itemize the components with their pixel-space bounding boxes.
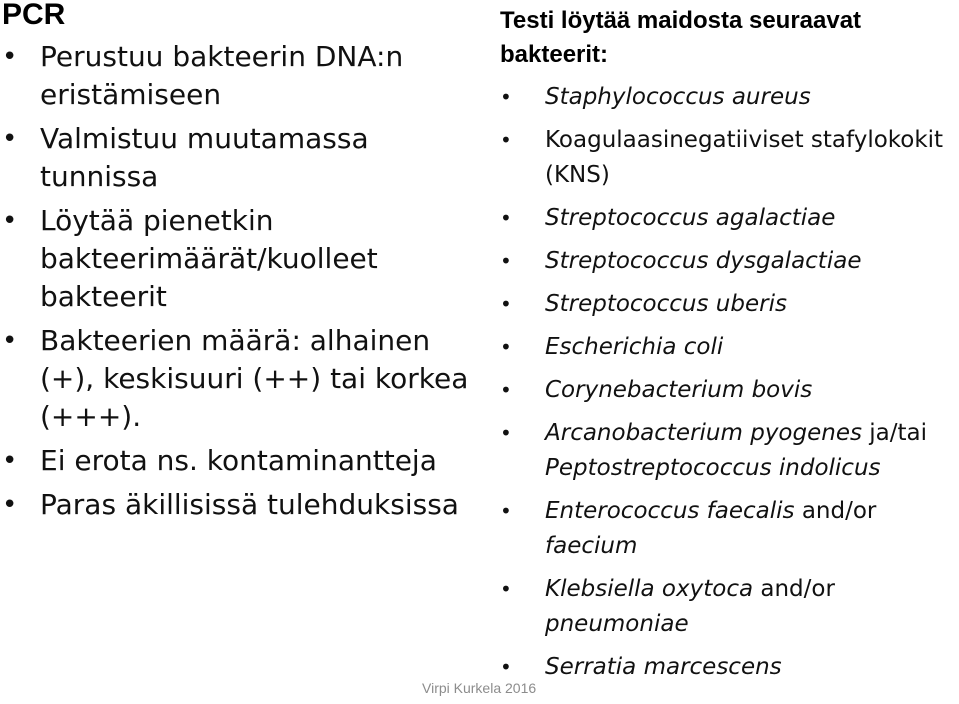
bacteria-item: [500, 244, 959, 279]
bacteria-item: [500, 572, 959, 642]
left-bullet: [0, 38, 480, 114]
bacteria-name-alt: faecium: [545, 533, 638, 559]
bacteria-name: Enterococcus faecalis: [545, 498, 795, 524]
bullet-dot-icon: •: [500, 206, 512, 230]
bacteria-list: [500, 80, 959, 693]
footer-author: Virpi Kurkela 2016: [422, 680, 537, 696]
bacteria-item: [500, 373, 959, 408]
bullet-dot-icon: •: [2, 206, 18, 236]
bullet-dot-icon: •: [500, 335, 512, 359]
bacteria-name: Streptococcus agalactiae: [545, 205, 836, 231]
bullet-dot-icon: •: [500, 655, 512, 679]
bullet-dot-icon: •: [500, 249, 512, 273]
slide-title: PCR: [2, 0, 66, 31]
bacteria-connector: ja/tai: [861, 420, 928, 446]
bacteria-name: Corynebacterium bovis: [545, 377, 813, 403]
bacteria-item: [500, 201, 959, 236]
bullet-dot-icon: •: [500, 128, 512, 152]
bacteria-name: Escherichia coli: [545, 334, 724, 360]
left-bullet-text: Ei erota ns. kontaminantteja: [40, 444, 437, 477]
bacteria-item: [500, 650, 959, 685]
left-bullet-text: Valmistuu muutamassa tunnissa: [40, 122, 369, 193]
left-bullet-list: [0, 38, 480, 530]
bacteria-name: Streptococcus dysgalactiae: [545, 248, 862, 274]
bullet-dot-icon: •: [500, 292, 512, 316]
bacteria-item: [500, 287, 959, 322]
bullet-dot-icon: •: [500, 85, 512, 109]
left-bullet-text: Bakteerien määrä: alhainen (+), keskisuuri (++) tai korkea (+++).: [40, 324, 469, 433]
bacteria-name: Arcanobacterium pyogenes: [545, 420, 862, 446]
left-bullet: [0, 442, 480, 480]
bacteria-name: Streptococcus uberis: [545, 291, 787, 317]
bacteria-item: [500, 416, 959, 486]
left-bullet-text: Perustuu bakteerin DNA:n eristämiseen: [40, 40, 404, 111]
left-bullet: [0, 486, 480, 524]
bacteria-connector: and/or: [753, 576, 835, 602]
bacteria-name: Staphylococcus aureus: [545, 84, 811, 110]
bacteria-item: [500, 330, 959, 365]
bullet-dot-icon: •: [2, 124, 18, 154]
bullet-dot-icon: •: [500, 577, 512, 601]
bullet-dot-icon: •: [2, 490, 18, 520]
bacteria-name: Koagulaasinegatiiviset stafylokokit (KNS): [545, 127, 944, 188]
bacteria-item: [500, 80, 959, 115]
bacteria-list-heading: Testi löytää maidosta seuraavat bakteerit:: [500, 7, 862, 68]
left-bullet: [0, 202, 480, 316]
left-bullet: [0, 322, 480, 436]
bacteria-name-alt: pneumoniae: [545, 611, 689, 637]
bacteria-connector: and/or: [794, 498, 877, 524]
left-bullet: [0, 120, 480, 196]
bacteria-item: [500, 494, 959, 564]
bullet-dot-icon: •: [500, 499, 512, 523]
bacteria-name: Serratia marcescens: [545, 654, 782, 680]
bullet-dot-icon: •: [2, 42, 18, 72]
left-bullet-text: Löytää pienetkin bakteerimäärät/kuolleet bakteerit: [40, 204, 378, 313]
bacteria-name-alt: Peptostreptococcus indolicus: [545, 455, 881, 481]
bullet-dot-icon: •: [2, 446, 18, 476]
bullet-dot-icon: •: [500, 421, 512, 445]
bullet-dot-icon: •: [500, 378, 512, 402]
bacteria-item: [500, 123, 959, 193]
left-bullet-text: Paras äkillisissä tulehduksissa: [40, 488, 459, 521]
bacteria-name: Klebsiella oxytoca: [545, 576, 754, 602]
bullet-dot-icon: •: [2, 326, 18, 356]
